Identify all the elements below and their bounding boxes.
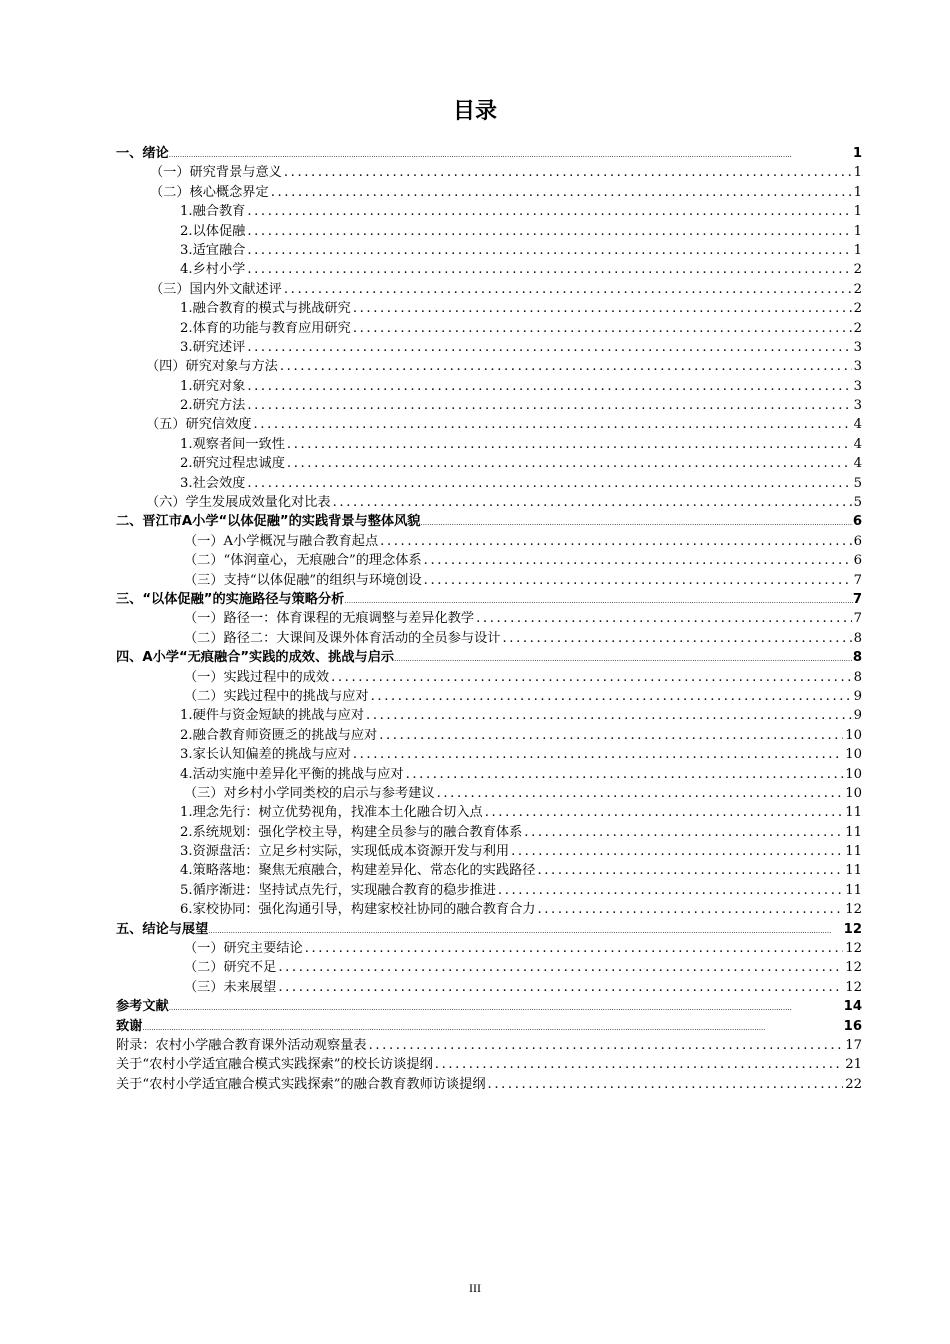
toc-entry[interactable] [116, 648, 862, 667]
toc-entry[interactable] [116, 706, 862, 725]
toc-entry-page: 7 [853, 572, 862, 588]
toc-entry-page: 6 [852, 514, 862, 530]
toc-entry-page: 7 [853, 611, 862, 627]
toc-entry[interactable] [116, 745, 862, 764]
toc-entry-label: （一）研究主要结论 [184, 941, 303, 957]
toc-entry-page: 10 [845, 785, 862, 801]
toc-entry-label: （二）“体润童心，无痕融合”的理念体系 [184, 553, 422, 569]
toc-entry-label: 1.硬件与资金短缺的挑战与应对 [180, 708, 365, 724]
toc-entry[interactable] [116, 319, 862, 338]
toc-leader [353, 319, 852, 338]
toc-entry[interactable] [116, 590, 862, 609]
toc-entry-page: 5 [853, 495, 862, 511]
toc-entry-label: （五）研究信效度 [146, 417, 252, 433]
toc-entry-label: 2.体育的功能与教育应用研究 [180, 320, 351, 336]
toc-leader [537, 861, 843, 880]
toc-leader [380, 532, 851, 551]
toc-leader [424, 571, 852, 590]
toc-entry-label: 三、“以体促融”的实施路径与策略分析 [116, 591, 345, 607]
toc-leader [406, 765, 844, 784]
toc-entry[interactable] [116, 668, 862, 687]
toc-entry-label: （一）A小学概况与融合教育起点 [184, 533, 379, 549]
toc-entry[interactable] [116, 260, 862, 279]
toc-entry-label: （三）未来展望 [184, 979, 277, 995]
toc-entry-label: 6.家校协同：强化沟通引导，构建家校社协同的融合教育合力 [180, 902, 536, 918]
toc-leader [247, 396, 851, 415]
toc-entry-label: 1.观察者间一致性 [180, 436, 285, 452]
toc-entry-label: 附录：农村小学融合教育课外活动观察量表 [116, 1037, 367, 1053]
toc-entry-label: （二）核心概念界定 [150, 184, 269, 200]
toc-leader [254, 415, 852, 434]
toc-leader [511, 842, 843, 861]
toc-entry[interactable] [116, 512, 862, 531]
toc-entry[interactable] [116, 532, 862, 551]
toc-leader [503, 629, 852, 648]
toc-entry-label: （三）支持“以体促融”的组织与环境创设 [184, 572, 422, 588]
toc-entry[interactable] [116, 842, 862, 861]
toc-entry-page: 12 [845, 941, 862, 957]
toc-entry-label: 3.社会效度 [180, 475, 246, 491]
toc-entry-label: 3.家长认知偏差的挑战与应对 [180, 747, 351, 763]
toc-leader [142, 1017, 843, 1038]
toc-entry-page: 12 [843, 921, 862, 937]
toc-entry-page: 9 [853, 688, 862, 704]
toc-entry-label: 2.研究方法 [180, 398, 246, 414]
toc-entry-page: 3 [853, 398, 862, 414]
toc-entry-page: 6 [853, 533, 862, 549]
toc-entry[interactable] [116, 241, 862, 260]
toc-entry[interactable] [116, 978, 862, 997]
toc-entry-label: 2.研究过程忠诚度 [180, 456, 285, 472]
toc-entry-page: 4 [853, 456, 862, 472]
toc-entry-page: 2 [853, 301, 862, 317]
toc-leader [476, 609, 851, 628]
toc-entry-label: 二、晋江市A小学“以体促融”的实践背景与整体风貌 [116, 514, 421, 530]
toc-leader [353, 745, 843, 764]
toc-entry[interactable] [116, 222, 862, 241]
toc-entry[interactable] [116, 1036, 862, 1055]
toc-leader [280, 357, 852, 376]
toc-entry-label: 1.理念先行：树立优势视角，找准本土化融合切入点 [180, 805, 483, 821]
toc-entry[interactable] [116, 900, 862, 919]
toc-entry-page: 5 [853, 475, 862, 491]
toc-leader [485, 803, 844, 822]
toc-entry[interactable] [116, 861, 862, 880]
toc-entry-label: 2.融合教育师资匮乏的挑战与应对 [180, 727, 378, 743]
toc-entry-page: 11 [845, 844, 862, 860]
toc-entry[interactable] [116, 454, 862, 473]
toc-entry-label: 4.乡村小学 [180, 262, 246, 278]
toc-leader [247, 377, 851, 396]
toc-entry-label: 五、结论与展望 [116, 921, 209, 937]
toc-entry[interactable] [116, 202, 862, 221]
toc-entry[interactable] [116, 415, 862, 434]
toc-entry[interactable] [116, 997, 862, 1016]
toc-entry-page: 17 [845, 1037, 862, 1053]
toc-leader [524, 823, 843, 842]
toc-leader [498, 881, 843, 900]
table-of-contents [116, 144, 862, 1094]
toc-entry[interactable] [116, 280, 862, 299]
toc-leader [278, 958, 843, 977]
toc-entry-page: 2 [853, 281, 862, 297]
toc-leader [247, 474, 851, 493]
toc-entry-page: 8 [853, 630, 862, 646]
toc-entry[interactable] [116, 803, 862, 822]
toc-entry[interactable] [116, 939, 862, 958]
toc-entry-page: 14 [843, 999, 862, 1015]
toc-entry-page: 16 [843, 1018, 862, 1034]
toc-leader [271, 183, 852, 202]
toc-entry-page: 1 [853, 204, 862, 220]
toc-leader [284, 280, 852, 299]
toc-entry-page: 1 [852, 146, 862, 161]
toc-entry-page: 4 [853, 417, 862, 433]
toc-entry-label: 3.研究述评 [180, 339, 246, 355]
toc-entry-page: 22 [845, 1076, 862, 1092]
toc-entry-label: 3.资源盘活：立足乡村实际，实现低成本资源开发与利用 [180, 844, 510, 860]
toc-entry[interactable] [116, 609, 862, 628]
toc-entry[interactable] [116, 1017, 862, 1036]
toc-entry-label: （四）研究对象与方法 [146, 359, 278, 375]
toc-entry-page: 3 [853, 339, 862, 355]
toc-leader [169, 997, 844, 1018]
toc-leader [247, 241, 851, 260]
toc-entry[interactable] [116, 144, 862, 163]
toc-entry-label: 关于“农村小学适宜融合模式实践探索”的融合教育教师访谈提纲 [116, 1076, 486, 1092]
toc-entry-page: 3 [853, 359, 862, 375]
toc-entry-label: 四、A小学“无痕融合”实践的成效、挑战与启示 [116, 650, 395, 666]
toc-leader [437, 784, 844, 803]
toc-entry-label: （二）实践过程中的挑战与应对 [184, 688, 369, 704]
toc-entry-page: 9 [853, 708, 862, 724]
toc-entry[interactable] [116, 435, 862, 454]
toc-entry[interactable] [116, 629, 862, 648]
toc-entry-label: 3.适宜融合 [180, 242, 246, 258]
toc-entry-page: 3 [853, 378, 862, 394]
toc-entry[interactable] [116, 377, 862, 396]
toc-entry-label: 1.研究对象 [180, 378, 246, 394]
toc-entry-label: 2.以体促融 [180, 223, 246, 239]
toc-entry-page: 6 [853, 553, 862, 569]
toc-entry-page: 11 [845, 824, 862, 840]
toc-entry-label: （二）路径二：大课间及课外体育活动的全员参与设计 [184, 630, 501, 646]
toc-entry-label: （六）学生发展成效量化对比表 [146, 495, 331, 511]
toc-entry-label: （三）对乡村小学同类校的启示与参考建议 [184, 785, 435, 801]
toc-entry[interactable] [116, 493, 862, 512]
toc-leader [537, 900, 843, 919]
toc-leader [420, 512, 852, 533]
toc-leader [287, 454, 852, 473]
toc-leader [394, 648, 853, 669]
toc-entry-label: （一）实践过程中的成效 [184, 669, 330, 685]
toc-entry[interactable] [116, 357, 862, 376]
toc-entry-page: 2 [853, 320, 862, 336]
toc-entry-label: （一）研究背景与意义 [150, 165, 282, 181]
toc-entry-label: 1.融合教育的模式与挑战研究 [180, 301, 351, 317]
toc-entry[interactable] [116, 1075, 862, 1094]
toc-entry-page: 21 [845, 1057, 862, 1073]
toc-entry-page: 4 [853, 436, 862, 452]
toc-entry[interactable] [116, 726, 862, 745]
toc-entry-page: 12 [845, 960, 862, 976]
toc-entry-label: （一）路径一：体育课程的无痕调整与差异化教学 [184, 611, 475, 627]
toc-entry-label: 4.策略落地：聚焦无痕融合，构建差异化、常态化的实践路径 [180, 863, 536, 879]
toc-leader [287, 435, 852, 454]
toc-entry-page: 10 [845, 747, 862, 763]
toc-leader [208, 920, 843, 941]
toc-leader [278, 978, 843, 997]
toc-entry-page: 11 [845, 863, 862, 879]
toc-entry-page: 8 [853, 669, 862, 685]
toc-leader [366, 706, 852, 725]
toc-entry-label: 2.系统规划：强化学校主导，构建全员参与的融合教育体系 [180, 824, 523, 840]
toc-leader [333, 493, 852, 512]
toc-entry-label: 致谢 [116, 1018, 143, 1034]
toc-entry-page: 7 [852, 591, 862, 607]
toc-leader [169, 144, 853, 165]
toc-entry[interactable] [116, 474, 862, 493]
toc-entry-page: 8 [852, 650, 862, 666]
toc-entry-page: 10 [845, 727, 862, 743]
toc-entry-label: 一、绪论 [116, 146, 169, 161]
toc-entry-label: 参考文献 [116, 999, 169, 1015]
toc-entry[interactable] [116, 571, 862, 590]
toc-leader [344, 590, 852, 611]
toc-entry-page: 1 [853, 242, 862, 258]
toc-entry-page: 11 [845, 805, 862, 821]
toc-leader [305, 939, 844, 958]
toc-entry-page: 12 [845, 979, 862, 995]
toc-entry-page: 2 [853, 262, 862, 278]
toc-entry-page: 1 [853, 223, 862, 239]
toc-entry[interactable] [116, 163, 862, 182]
toc-leader [369, 1036, 844, 1055]
toc-entry[interactable] [116, 551, 862, 570]
toc-entry-label: （二）研究不足 [184, 960, 277, 976]
toc-entry-label: 1.融合教育 [180, 204, 246, 220]
toc-leader [247, 260, 851, 279]
toc-entry-page: 10 [845, 766, 862, 782]
toc-entry[interactable] [116, 784, 862, 803]
toc-leader [379, 726, 843, 745]
toc-entry[interactable] [116, 765, 862, 784]
toc-entry[interactable] [116, 687, 862, 706]
toc-leader [353, 299, 852, 318]
toc-leader [435, 1055, 843, 1074]
toc-entry-page: 12 [845, 902, 862, 918]
toc-entry-label: 关于“农村小学适宜融合模式实践探索”的校长访谈提纲 [116, 1057, 433, 1073]
toc-entry[interactable] [116, 396, 862, 415]
toc-entry-page: 11 [845, 882, 862, 898]
toc-entry[interactable] [116, 881, 862, 900]
toc-entry-page: 1 [853, 165, 862, 181]
toc-leader [488, 1075, 844, 1094]
toc-leader [284, 163, 852, 182]
toc-leader [247, 338, 851, 357]
toc-entry-label: 5.循序渐进：坚持试点先行，实现融合教育的稳步推进 [180, 882, 496, 898]
toc-entry-label: （三）国内外文献述评 [150, 281, 282, 297]
toc-entry[interactable] [116, 299, 862, 318]
toc-entry-label: 4.活动实施中差异化平衡的挑战与应对 [180, 766, 404, 782]
toc-entry[interactable] [116, 958, 862, 977]
toc-leader [247, 202, 851, 221]
page-number-footer: III [469, 1281, 481, 1295]
toc-entry[interactable] [116, 183, 862, 202]
toc-leader [424, 551, 852, 570]
toc-leader [331, 668, 852, 687]
toc-entry[interactable] [116, 338, 862, 357]
page-title: 目录 [452, 99, 497, 124]
toc-leader [371, 687, 852, 706]
toc-entry[interactable] [116, 920, 862, 939]
toc-entry[interactable] [116, 1055, 862, 1074]
toc-leader [247, 222, 851, 241]
toc-entry-page: 1 [853, 184, 862, 200]
toc-entry[interactable] [116, 823, 862, 842]
